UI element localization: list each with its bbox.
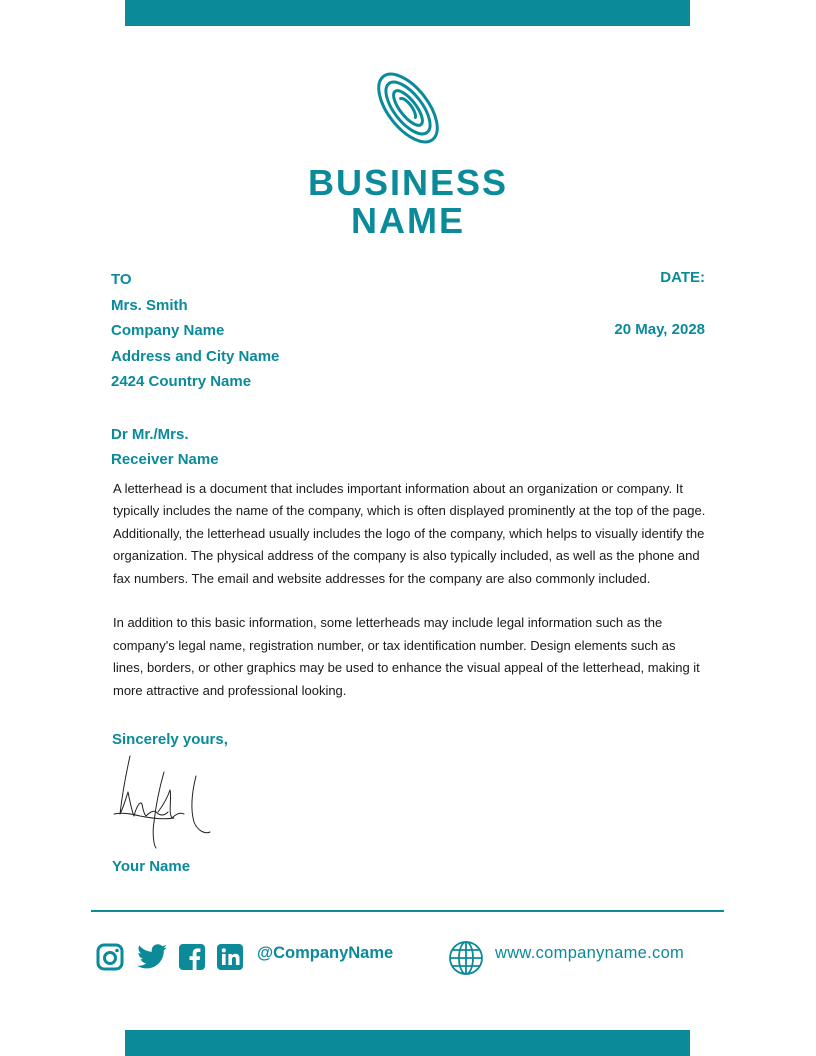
facebook-icon[interactable] bbox=[178, 943, 206, 971]
signer-name: Your Name bbox=[112, 858, 191, 875]
letter-body bbox=[113, 478, 709, 702]
body-paragraph-1: A letterhead is a document that includes important information about an organization or company. It typically includes the name of the company, which is often displayed prominently at the top of the page. Additionally, the letterhead usually includes the logo of the company, which helps to visually identify the organization. The physical address of the company is also typically included, as well as the phone and fax numbers. The email and website addresses for the company are also commonly included. bbox=[113, 481, 706, 586]
salutation-line2: Receiver Name bbox=[111, 451, 219, 468]
business-name bbox=[258, 164, 558, 240]
social-handle[interactable]: @CompanyName bbox=[257, 944, 394, 962]
body-paragraph-2: In addition to this basic information, some letterheads may include legal information such as the company's legal name, registration number, or tax identification number. Design elements such as lines, borders, or other graphics may be used to enhance the visual appeal of the letterhead, making it more attractive and professional looking. bbox=[113, 615, 700, 698]
top-accent-bar bbox=[125, 0, 690, 26]
to-label: TO bbox=[111, 271, 132, 288]
linkedin-icon[interactable] bbox=[216, 943, 244, 971]
date-value: 20 May, 2028 bbox=[614, 321, 705, 338]
sign-off: Sincerely yours, bbox=[112, 731, 228, 748]
globe-icon bbox=[448, 940, 484, 976]
instagram-icon[interactable] bbox=[96, 943, 124, 971]
twitter-icon[interactable] bbox=[136, 943, 168, 971]
swirl-logo-icon bbox=[364, 66, 452, 150]
signature-image bbox=[110, 752, 214, 852]
recipient-name: Mrs. Smith bbox=[111, 296, 188, 314]
social-icons bbox=[96, 940, 252, 974]
recipient-country: 2424 Country Name bbox=[111, 373, 252, 390]
salutation-line1: Dr Mr./Mrs. bbox=[111, 426, 189, 443]
recipient-company: Company Name bbox=[111, 322, 225, 339]
website-link[interactable]: www.companyname.com bbox=[495, 944, 685, 962]
date-label: DATE: bbox=[660, 269, 705, 286]
salutation bbox=[111, 422, 219, 472]
recipient-address: Address and City Name bbox=[111, 347, 280, 365]
business-name-line2: NAME bbox=[351, 200, 465, 241]
bottom-accent-bar bbox=[125, 1030, 690, 1056]
recipient-block bbox=[111, 267, 279, 395]
business-name-line1: BUSINESS bbox=[307, 162, 509, 203]
footer-divider bbox=[91, 910, 724, 912]
